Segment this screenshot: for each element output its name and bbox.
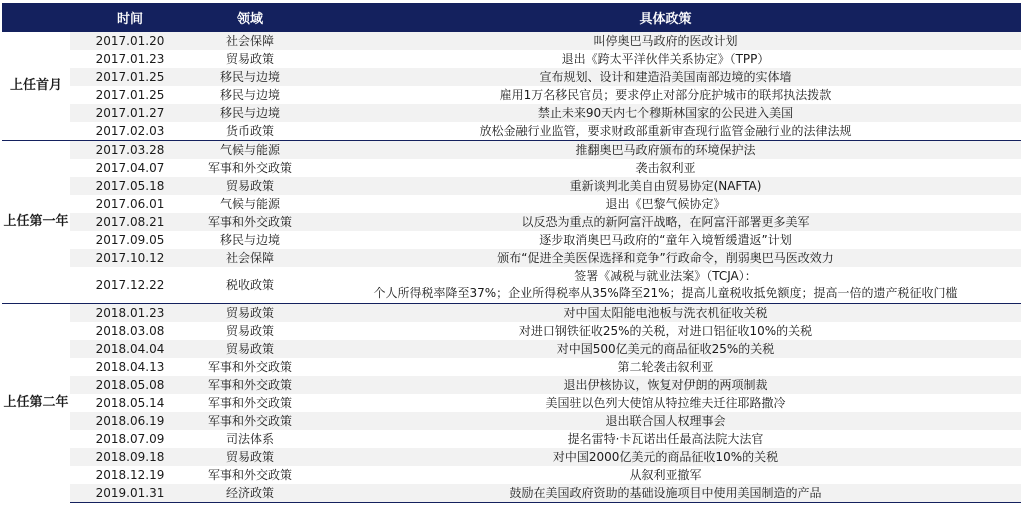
date-cell: 2018.04.04 xyxy=(70,340,190,358)
domain-cell: 贸易政策 xyxy=(190,177,310,195)
domain-cell: 军事和外交政策 xyxy=(190,358,310,376)
date-cell: 2017.06.01 xyxy=(70,195,190,213)
policy-cell: 颁布“促进全美医保选择和竞争”行政命令，削弱奥巴马医改效力 xyxy=(310,249,1021,267)
policy-cell: 从叙利亚撤军 xyxy=(310,466,1021,484)
table-row xyxy=(2,122,1021,141)
domain-cell: 社会保障 xyxy=(190,249,310,267)
domain-cell: 军事和外交政策 xyxy=(190,376,310,394)
policy-cell: 宣布规划、设计和建造沿美国南部边境的实体墙 xyxy=(310,68,1021,86)
domain-cell: 贸易政策 xyxy=(190,448,310,466)
policy-cell: 退出联合国人权理事会 xyxy=(310,412,1021,430)
domain-cell: 移民与边境 xyxy=(190,231,310,249)
policy-cell: 重新谈判北美自由贸易协定(NAFTA) xyxy=(310,177,1021,195)
policy-cell: 放松金融行业监管，要求财政部重新审查现行监管金融行业的法律法规 xyxy=(310,122,1021,141)
date-cell: 2017.03.28 xyxy=(70,141,190,160)
table-row xyxy=(2,68,1021,86)
domain-cell: 移民与边境 xyxy=(190,86,310,104)
table-row xyxy=(2,322,1021,340)
domain-cell: 军事和外交政策 xyxy=(190,159,310,177)
table-row xyxy=(2,104,1021,122)
date-cell: 2018.09.18 xyxy=(70,448,190,466)
date-cell: 2018.06.19 xyxy=(70,412,190,430)
policy-cell: 对中国500亿美元的商品征收25%的关税 xyxy=(310,340,1021,358)
date-cell: 2017.12.22 xyxy=(70,267,190,304)
domain-cell: 移民与边境 xyxy=(190,104,310,122)
domain-cell: 气候与能源 xyxy=(190,141,310,160)
header-period xyxy=(2,3,70,32)
table-row xyxy=(2,141,1021,160)
domain-cell: 贸易政策 xyxy=(190,304,310,323)
policy-line-2: 个人所得税率降至37%；企业所得税率从35%降至21%；提高儿童税收抵免额度；提高一倍的遗产税征收门槛 xyxy=(373,286,958,300)
policy-cell: 对中国2000亿美元的商品征收10%的关税 xyxy=(310,448,1021,466)
policy-line-1: 签署《减税与就业法案》（TCJA）： xyxy=(574,269,757,283)
header-policy: 具体政策 xyxy=(310,3,1021,32)
date-cell: 2017.10.12 xyxy=(70,249,190,267)
date-cell: 2018.04.13 xyxy=(70,358,190,376)
policy-cell: 对中国太阳能电池板与洗衣机征收关税 xyxy=(310,304,1021,323)
table-row xyxy=(2,304,1021,323)
date-cell: 2018.01.23 xyxy=(70,304,190,323)
policy-cell: 美国驻以色列大使馆从特拉维夫迁往耶路撒冷 xyxy=(310,394,1021,412)
date-cell: 2017.09.05 xyxy=(70,231,190,249)
table-row xyxy=(2,340,1021,358)
date-cell: 2017.05.18 xyxy=(70,177,190,195)
period-label: 上任首月 xyxy=(2,32,70,141)
date-cell: 2019.01.31 xyxy=(70,484,190,503)
table-row xyxy=(2,249,1021,267)
domain-cell: 军事和外交政策 xyxy=(190,466,310,484)
table-row xyxy=(2,448,1021,466)
date-cell: 2018.03.08 xyxy=(70,322,190,340)
header-date: 时间 xyxy=(70,3,190,32)
policy-cell: 叫停奥巴马政府的医改计划 xyxy=(310,32,1021,51)
table-row xyxy=(2,430,1021,448)
date-cell: 2018.07.09 xyxy=(70,430,190,448)
table-row xyxy=(2,50,1021,68)
policy-cell: 雇用1万名移民官员；要求停止对部分庇护城市的联邦执法拨款 xyxy=(310,86,1021,104)
table-row xyxy=(2,484,1021,503)
policy-cell: 以反恐为重点的新阿富汗战略，在阿富汗部署更多美军 xyxy=(310,213,1021,231)
policy-table xyxy=(2,3,1021,503)
date-cell: 2017.04.07 xyxy=(70,159,190,177)
date-cell: 2017.01.23 xyxy=(70,50,190,68)
date-cell: 2018.05.08 xyxy=(70,376,190,394)
domain-cell: 贸易政策 xyxy=(190,50,310,68)
policy-cell: 推翻奥巴马政府颁布的环境保护法 xyxy=(310,141,1021,160)
domain-cell: 税收政策 xyxy=(190,267,310,304)
date-cell: 2017.01.20 xyxy=(70,32,190,51)
policy-cell: 对进口钢铁征收25%的关税，对进口铝征收10%的关税 xyxy=(310,322,1021,340)
table-row xyxy=(2,177,1021,195)
domain-cell: 贸易政策 xyxy=(190,322,310,340)
policy-cell: 鼓励在美国政府资助的基础设施项目中使用美国制造的产品 xyxy=(310,484,1021,503)
date-cell: 2018.05.14 xyxy=(70,394,190,412)
period-label: 上任第二年 xyxy=(2,304,70,503)
policy-cell: 退出《巴黎气候协定》 xyxy=(310,195,1021,213)
date-cell: 2017.01.25 xyxy=(70,68,190,86)
table-row xyxy=(2,86,1021,104)
table-row xyxy=(2,412,1021,430)
table-header-row xyxy=(2,3,1021,32)
table-row xyxy=(2,159,1021,177)
domain-cell: 军事和外交政策 xyxy=(190,412,310,430)
policy-cell: 第二轮袭击叙利亚 xyxy=(310,358,1021,376)
domain-cell: 社会保障 xyxy=(190,32,310,51)
table-row xyxy=(2,231,1021,249)
domain-cell: 移民与边境 xyxy=(190,68,310,86)
period-label: 上任第一年 xyxy=(2,141,70,304)
table-row xyxy=(2,376,1021,394)
date-cell: 2017.08.21 xyxy=(70,213,190,231)
table-row xyxy=(2,32,1021,51)
date-cell: 2018.12.19 xyxy=(70,466,190,484)
table-row xyxy=(2,195,1021,213)
header-domain: 领域 xyxy=(190,3,310,32)
policy-cell: 退出伊核协议，恢复对伊朗的两项制裁 xyxy=(310,376,1021,394)
policy-cell: 退出《跨太平洋伙伴关系协定》（TPP） xyxy=(310,50,1021,68)
domain-cell: 军事和外交政策 xyxy=(190,213,310,231)
policy-cell xyxy=(310,267,1021,304)
domain-cell: 军事和外交政策 xyxy=(190,394,310,412)
table-row xyxy=(2,267,1021,304)
policy-cell: 禁止未来90天内七个穆斯林国家的公民进入美国 xyxy=(310,104,1021,122)
domain-cell: 司法体系 xyxy=(190,430,310,448)
domain-cell: 贸易政策 xyxy=(190,340,310,358)
table-row xyxy=(2,394,1021,412)
policy-cell: 逐步取消奥巴马政府的“童年入境暂缓遣返”计划 xyxy=(310,231,1021,249)
domain-cell: 经济政策 xyxy=(190,484,310,503)
table-body xyxy=(2,32,1021,503)
date-cell: 2017.01.27 xyxy=(70,104,190,122)
table-row xyxy=(2,213,1021,231)
domain-cell: 货币政策 xyxy=(190,122,310,141)
date-cell: 2017.02.03 xyxy=(70,122,190,141)
table-row xyxy=(2,358,1021,376)
date-cell: 2017.01.25 xyxy=(70,86,190,104)
domain-cell: 气候与能源 xyxy=(190,195,310,213)
policy-cell: 提名雷特·卡瓦诺出任最高法院大法官 xyxy=(310,430,1021,448)
table-row xyxy=(2,466,1021,484)
policy-cell: 袭击叙利亚 xyxy=(310,159,1021,177)
